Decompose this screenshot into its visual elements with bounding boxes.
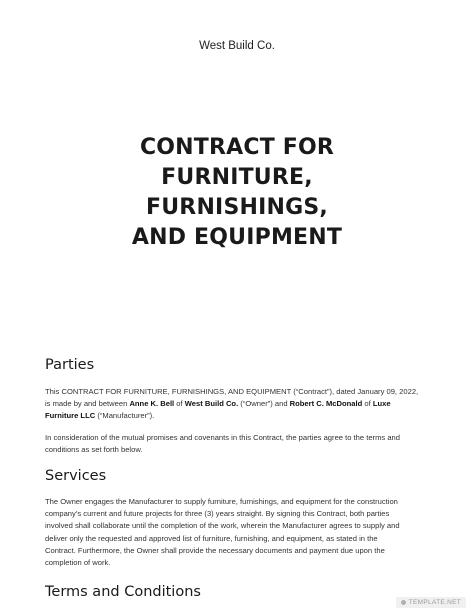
owner-company: West Build Co. xyxy=(184,399,239,409)
paragraph-line: involved shall collaborate until the completion of the work, wherein the Manufacturer agrees to supply and xyxy=(45,521,400,531)
text-run: of xyxy=(362,399,373,409)
section-heading-services: Services xyxy=(45,468,107,484)
paragraph-line xyxy=(45,398,437,410)
manufacturer-company: Furniture LLC xyxy=(45,411,96,421)
text-run: is made by and between xyxy=(45,399,130,409)
title-line: AND EQUIPMENT xyxy=(131,225,343,250)
title-line: FURNITURE, xyxy=(161,165,313,190)
company-name: West Build Co. xyxy=(199,40,275,52)
paragraph-line: deliver only the requested and approved list of furniture, furnishing, and equipment, as stated in the xyxy=(45,533,378,543)
paragraph-line: Contract. Furthermore, the Owner shall provide the necessary documents and payment due upon the xyxy=(45,545,385,555)
section-heading-parties: Parties xyxy=(45,357,95,373)
paragraph-line: conditions as set forth below. xyxy=(45,445,143,455)
document-title xyxy=(0,133,474,253)
services-paragraph xyxy=(45,496,437,569)
parties-paragraph xyxy=(45,386,437,423)
text-run: (“Owner”) and xyxy=(238,399,290,409)
paragraph-line: completion of work. xyxy=(45,558,111,568)
text-run: of xyxy=(174,399,185,409)
paragraph-line: The Owner engages the Manufacturer to supply furniture, furnishings, and equipment for the construction xyxy=(45,497,398,506)
paragraph-line: In consideration of the mutual promises and covenants in this Contract, the parties agree to the terms and xyxy=(45,433,400,442)
logo-icon xyxy=(401,600,406,605)
watermark-badge xyxy=(396,597,466,608)
paragraph-line xyxy=(45,410,437,422)
consideration-paragraph xyxy=(45,432,437,456)
paragraph-line: This CONTRACT FOR FURNITURE, FURNISHINGS, AND EQUIPMENT (“Contract”), dated January 09, 2022, xyxy=(45,387,419,396)
title-line: CONTRACT FOR xyxy=(139,135,335,160)
owner-name: Anne K. Bell xyxy=(129,399,175,409)
watermark-text: TEMPLATE.NET xyxy=(408,599,461,606)
text-run: (“Manufacturer”). xyxy=(95,411,155,421)
manufacturer-company: Luxe xyxy=(372,399,391,409)
title-line: FURNISHINGS, xyxy=(146,195,328,220)
paragraph-line: company’s current and future projects for three (3) years straight. By signing this Contract, both parties xyxy=(45,509,390,519)
manufacturer-name: Robert C. McDonald xyxy=(289,399,363,409)
section-heading-terms: Terms and Conditions xyxy=(45,584,201,600)
